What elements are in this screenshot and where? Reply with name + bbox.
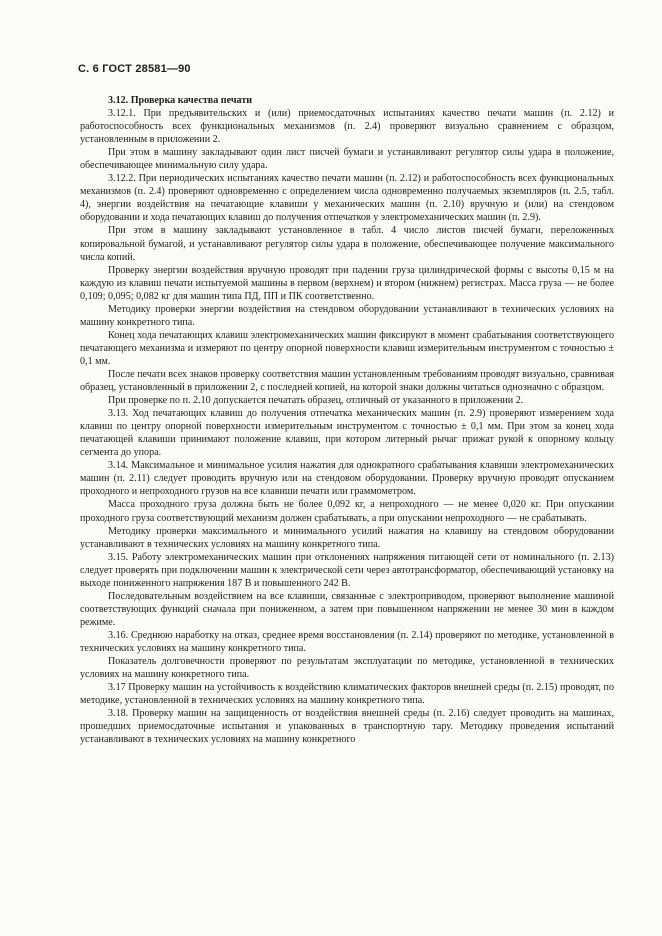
paragraph: После печати всех знаков проверку соответствия машин установленным требованиям проводят визуально, сравнивая образец, установленный в приложении 2, с последней копией, на которой знаки должны читаться однозначно с образцом. xyxy=(80,368,614,394)
paragraph: Показатель долговечности проверяют по результатам эксплуатации по методике, установленной в технических условиях на машину конкретного типа. xyxy=(80,656,614,681)
paragraph: 3.16. Среднюю наработку на отказ, среднее время восстановления (п. 2.14) проверяют по методике, установленной в технических условиях на машину конкретного типа. xyxy=(80,629,614,654)
paragraph: Последовательным воздействием на все клавиши, связанные с электроприводом, проверяют выполнение машиной соответствующих функций сначала при пониженном, а затем при повышенном напряжении не менее 30 мин в каждом режиме. xyxy=(80,590,614,628)
paragraph: При этом в машину закладывают один лист писчей бумаги и устанавливают регулятор силы удара в положение, обеспечивающее минимальную силу удара. xyxy=(80,147,614,172)
paragraph: 3.12.2. При периодических испытаниях качество печати машин (п. 2.12) и работоспособность всех функциональных механизмов (п. 2.4) проверяют одновременно с определением числа одновременно получаемых экземпляров (п. 2.5, табл. 4), энергии воздействия на печатающие клавиши у механических машин (п. 2.10) вручную и (или) на стендовом оборудовании и хода печатающих клавиш до получения отпечатков у электромеханических машин (п. 2.9). xyxy=(80,173,614,224)
paragraph: При проверке по п. 2.10 допускается печатать образец, отличный от указанного в приложении 2. xyxy=(108,395,524,407)
page-body xyxy=(80,94,614,746)
paragraph: 3.13. Ход печатающих клавиш до получения отпечатка механических машин (п. 2.9) проверяют измерением хода клавиш по центру опорной поверхности измерительным инструментом с точностью ± 0,1 мм. При этом за конец хода печатающей клавиши принимают положение клавиш, при котором литерный рычаг прижат рукой к опорному кольцу сегмента до упора. xyxy=(80,408,614,459)
paragraph: 3.17 Проверку машин на устойчивость к воздействию климатических факторов внешней среды (п. 2.15) проводят, по методике, установленной в технических условиях на машину конкретного типа. xyxy=(80,682,614,707)
paragraph: 3.14. Максимальное и минимальное усилия нажатия для однократного срабатывания клавиши электромеханических машин (п. 2.11) следует проводить вручную или на стендовом оборудовании. Проверку вручную проводят опусканием проходного и непроходного грузов на все клавиши печати или граммометром. xyxy=(80,460,614,498)
section-title: 3.12. Проверка качества печати xyxy=(108,95,253,106)
paragraph: 3.18. Проверку машин на защищенность от воздействия внешней среды (п. 2.16) следует проводить на машинах, прошедших приемосдаточные испытания и упакованных в транспортную тару. Методику проведения испытаний устанавливают в технических условиях на машину конкретного xyxy=(80,708,614,746)
paragraph: Методику проверки максимального и минимального усилий нажатия на клавишу на стендовом оборудовании устанавливают в технических условиях на машину конкретного типа. xyxy=(80,525,614,550)
paragraph: Проверку энергии воздействия вручную проводят при падении груза цилиндрической формы с высоты 0,15 м на каждую из клавиш печати испытуемой машины в первом (верхнем) и втором (нижнем) регистрах. Масса груза — не более 0,109; 0,095; 0,082 кг для машин типа ПД, ПП и ПК соответственно. xyxy=(80,264,614,302)
paragraph: 3.15. Работу электромеханических машин при отклонениях напряжения питающей сети от номинального (п. 2.13) следует проверять при подключении машин к электрической сети через автотрансформатор, обеспечивающий установку на выходе пониженного напряжения 187 В и повышенного 242 В. xyxy=(80,551,614,589)
page-header: С. 6 ГОСТ 28581—90 xyxy=(78,63,191,75)
paragraph: Масса проходного груза должна быть не более 0,092 кг, а непроходного — не менее 0,020 кг. При опускании проходного груза соответствующий механизм должен срабатывать, а при опускании непроходного — не срабатывать. xyxy=(80,499,614,524)
paragraph: При этом в машину закладывают установленное в табл. 4 число листов писчей бумаги, переложенных копировальной бумагой, и устанавливают регулятор силы удара в положение, обеспечивающее получение максимального числа копий. xyxy=(80,225,614,263)
paragraph: Конец хода печатающих клавиш электромеханических машин фиксируют в момент срабатывания соответствующего печатающего механизма и измеряют по центру опорной поверхности клавиш измерительным инструментом с точностью ± 0,1 мм. xyxy=(80,329,614,367)
paragraph: 3.12.1. При предъявительских и (или) приемосдаточных испытаниях качество печати машин (п. 2.12) и работоспособность всех функциональных механизмов (п. 2.4) проверяют визуально сравнением с образцом, установленным в приложении 2. xyxy=(80,108,614,146)
paragraph: Методику проверки энергии воздействия на стендовом оборудовании устанавливают в технических условиях на машину конкретного типа. xyxy=(80,303,614,328)
